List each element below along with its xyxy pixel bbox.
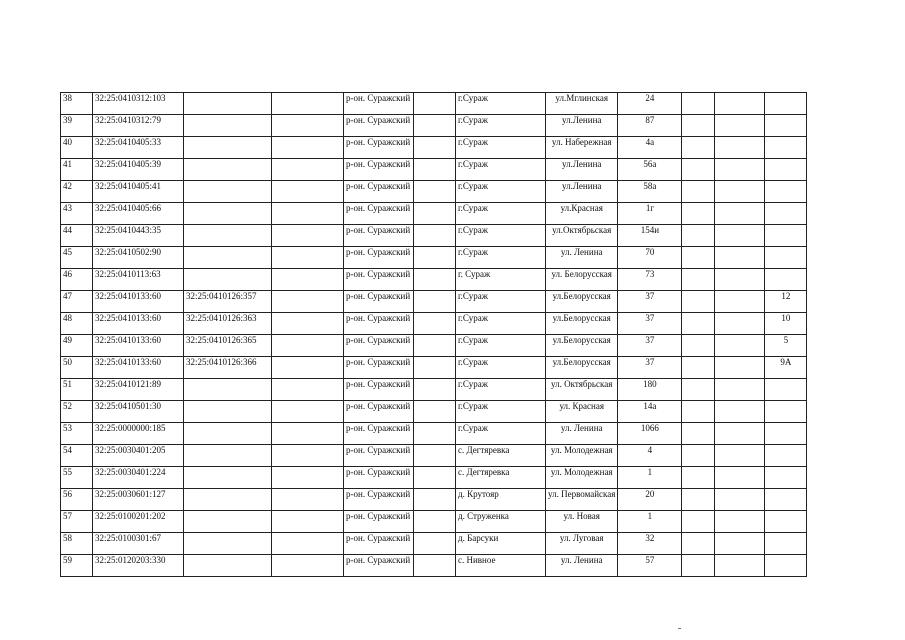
row-number: 57: [61, 511, 93, 533]
empty-cell: [682, 489, 715, 511]
cadastral-number: 32:25:0030401:205: [93, 445, 184, 467]
house-number: 58а: [618, 181, 682, 203]
empty-cell: [682, 247, 715, 269]
empty-cell: [682, 115, 715, 137]
table-row: [61, 555, 807, 577]
street-cell: ул. Луговая: [546, 533, 618, 555]
empty-cell: [682, 555, 715, 577]
empty-cell: [414, 203, 456, 225]
empty-cell: [272, 291, 344, 313]
cadastral-number: 32:25:0410443:35: [93, 225, 184, 247]
sub-cadastral-number: 32:25:0410126:366: [184, 357, 272, 379]
empty-cell: [414, 379, 456, 401]
sub-cadastral-number: 32:25:0410126:363: [184, 313, 272, 335]
row-number: 58: [61, 533, 93, 555]
district-cell: р-он. Суражский: [344, 93, 414, 115]
cadastral-number: 32:25:0410312:103: [93, 93, 184, 115]
locality-cell: г.Сураж: [456, 313, 546, 335]
cadastral-number: 32:25:0410133:60: [93, 313, 184, 335]
district-cell: р-он. Суражский: [344, 291, 414, 313]
empty-cell: [414, 335, 456, 357]
table-row: [61, 533, 807, 555]
street-cell: ул. Молодежная: [546, 445, 618, 467]
apartment-number: [765, 533, 807, 555]
cadastral-number: 32:25:0100301:67: [93, 533, 184, 555]
empty-cell: [414, 93, 456, 115]
locality-cell: г.Сураж: [456, 247, 546, 269]
house-number: 37: [618, 291, 682, 313]
table-row: [61, 159, 807, 181]
sub-cadastral-number: [184, 203, 272, 225]
house-number: 32: [618, 533, 682, 555]
sub-cadastral-number: [184, 445, 272, 467]
empty-cell: [272, 115, 344, 137]
apartment-number: [765, 159, 807, 181]
empty-cell: [272, 489, 344, 511]
locality-cell: г.Сураж: [456, 423, 546, 445]
cadastral-number: 32:25:0410405:39: [93, 159, 184, 181]
house-number: 87: [618, 115, 682, 137]
table-row: [61, 137, 807, 159]
empty-cell: [414, 445, 456, 467]
locality-cell: г.Сураж: [456, 137, 546, 159]
empty-cell: [682, 269, 715, 291]
empty-cell: [682, 445, 715, 467]
empty-cell: [272, 269, 344, 291]
street-cell: ул. Октябрьская: [546, 379, 618, 401]
empty-cell: [715, 401, 765, 423]
empty-cell: [715, 423, 765, 445]
empty-cell: [715, 489, 765, 511]
empty-cell: [715, 247, 765, 269]
row-number: 54: [61, 445, 93, 467]
district-cell: р-он. Суражский: [344, 401, 414, 423]
empty-cell: [715, 445, 765, 467]
apartment-number: 9А: [765, 357, 807, 379]
row-number: 45: [61, 247, 93, 269]
district-cell: р-он. Суражский: [344, 445, 414, 467]
district-cell: р-он. Суражский: [344, 379, 414, 401]
apartment-number: 10: [765, 313, 807, 335]
empty-cell: [715, 269, 765, 291]
empty-cell: [272, 247, 344, 269]
row-number: 39: [61, 115, 93, 137]
house-number: 37: [618, 313, 682, 335]
apartment-number: [765, 511, 807, 533]
empty-cell: [715, 181, 765, 203]
row-number: 49: [61, 335, 93, 357]
empty-cell: [682, 291, 715, 313]
house-number: 73: [618, 269, 682, 291]
apartment-number: [765, 269, 807, 291]
apartment-number: [765, 401, 807, 423]
locality-cell: г.Сураж: [456, 291, 546, 313]
apartment-number: [765, 247, 807, 269]
table-row: [61, 203, 807, 225]
empty-cell: [272, 357, 344, 379]
empty-cell: [414, 137, 456, 159]
sub-cadastral-number: [184, 181, 272, 203]
sub-cadastral-number: [184, 401, 272, 423]
cadastral-number: 32:25:0410133:60: [93, 335, 184, 357]
empty-cell: [414, 181, 456, 203]
locality-cell: г.Сураж: [456, 93, 546, 115]
district-cell: р-он. Суражский: [344, 203, 414, 225]
empty-cell: [414, 555, 456, 577]
row-number: 55: [61, 467, 93, 489]
locality-cell: с. Дегтяревка: [456, 445, 546, 467]
cadastral-number: 32:25:0410501:30: [93, 401, 184, 423]
street-cell: ул.Белорусская: [546, 335, 618, 357]
district-cell: р-он. Суражский: [344, 423, 414, 445]
district-cell: р-он. Суражский: [344, 115, 414, 137]
empty-cell: [682, 93, 715, 115]
sub-cadastral-number: [184, 247, 272, 269]
empty-cell: [715, 137, 765, 159]
row-number: 48: [61, 313, 93, 335]
empty-cell: [272, 335, 344, 357]
sub-cadastral-number: [184, 467, 272, 489]
empty-cell: [272, 467, 344, 489]
apartment-number: [765, 555, 807, 577]
table-row: [61, 357, 807, 379]
district-cell: р-он. Суражский: [344, 555, 414, 577]
district-cell: р-он. Суражский: [344, 489, 414, 511]
empty-cell: [715, 379, 765, 401]
street-cell: ул.Белорусская: [546, 313, 618, 335]
sub-cadastral-number: [184, 93, 272, 115]
empty-cell: [682, 335, 715, 357]
locality-cell: г.Сураж: [456, 225, 546, 247]
empty-cell: [414, 159, 456, 181]
house-number: 24: [618, 93, 682, 115]
locality-cell: г.Сураж: [456, 357, 546, 379]
district-cell: р-он. Суражский: [344, 247, 414, 269]
row-number: 46: [61, 269, 93, 291]
house-number: 1066: [618, 423, 682, 445]
cadastral-number: 32:25:0410405:41: [93, 181, 184, 203]
street-cell: ул.Белорусская: [546, 291, 618, 313]
cadastral-number: 32:25:0410113:63: [93, 269, 184, 291]
empty-cell: [272, 93, 344, 115]
street-cell: ул. Первомайская: [546, 489, 618, 511]
house-number: 1: [618, 467, 682, 489]
street-cell: ул. Красная: [546, 401, 618, 423]
locality-cell: с. Нивное: [456, 555, 546, 577]
table-row: [61, 247, 807, 269]
house-number: 57: [618, 555, 682, 577]
empty-cell: [272, 225, 344, 247]
sub-cadastral-number: [184, 115, 272, 137]
row-number: 51: [61, 379, 93, 401]
empty-cell: [414, 401, 456, 423]
empty-cell: [715, 291, 765, 313]
house-number: 56а: [618, 159, 682, 181]
sub-cadastral-number: [184, 137, 272, 159]
empty-cell: [272, 203, 344, 225]
empty-cell: [414, 225, 456, 247]
sub-cadastral-number: [184, 511, 272, 533]
row-number: 44: [61, 225, 93, 247]
empty-cell: [272, 555, 344, 577]
locality-cell: д. Струженка: [456, 511, 546, 533]
empty-cell: [272, 511, 344, 533]
empty-cell: [682, 225, 715, 247]
cadastral-number: 32:25:0410405:33: [93, 137, 184, 159]
locality-cell: г.Сураж: [456, 159, 546, 181]
empty-cell: [414, 313, 456, 335]
empty-cell: [682, 467, 715, 489]
street-cell: ул. Новая: [546, 511, 618, 533]
district-cell: р-он. Суражский: [344, 181, 414, 203]
table-row: [61, 115, 807, 137]
sub-cadastral-number: [184, 159, 272, 181]
street-cell: ул. Ленина: [546, 247, 618, 269]
table-row: [61, 181, 807, 203]
locality-cell: г.Сураж: [456, 379, 546, 401]
house-number: 20: [618, 489, 682, 511]
empty-cell: [682, 313, 715, 335]
row-number: 40: [61, 137, 93, 159]
row-number: 52: [61, 401, 93, 423]
empty-cell: [715, 511, 765, 533]
table-row: [61, 423, 807, 445]
district-cell: р-он. Суражский: [344, 533, 414, 555]
street-cell: ул.Ленина: [546, 181, 618, 203]
empty-cell: [272, 533, 344, 555]
district-cell: р-он. Суражский: [344, 225, 414, 247]
cadastral-number: 32:25:0410133:60: [93, 357, 184, 379]
empty-cell: [682, 511, 715, 533]
row-number: 59: [61, 555, 93, 577]
locality-cell: г.Сураж: [456, 401, 546, 423]
empty-cell: [414, 489, 456, 511]
empty-cell: [682, 137, 715, 159]
cadastral-number: 32:25:0410133:60: [93, 291, 184, 313]
district-cell: р-он. Суражский: [344, 357, 414, 379]
locality-cell: с. Дегтяревка: [456, 467, 546, 489]
locality-cell: г. Сураж: [456, 269, 546, 291]
empty-cell: [272, 137, 344, 159]
row-number: 53: [61, 423, 93, 445]
empty-cell: [414, 291, 456, 313]
street-cell: ул.Белорусская: [546, 357, 618, 379]
cadastral-number: 32:25:0120203:330: [93, 555, 184, 577]
row-number: 43: [61, 203, 93, 225]
sub-cadastral-number: [184, 533, 272, 555]
table-body: [61, 93, 807, 577]
apartment-number: [765, 225, 807, 247]
empty-cell: [715, 159, 765, 181]
sub-cadastral-number: [184, 489, 272, 511]
table-row: [61, 335, 807, 357]
sub-cadastral-number: [184, 225, 272, 247]
empty-cell: [715, 357, 765, 379]
sub-cadastral-number: 32:25:0410126:357: [184, 291, 272, 313]
table-row: [61, 467, 807, 489]
house-number: 1: [618, 511, 682, 533]
street-cell: ул.Красная: [546, 203, 618, 225]
district-cell: р-он. Суражский: [344, 467, 414, 489]
empty-cell: [715, 225, 765, 247]
empty-cell: [272, 423, 344, 445]
empty-cell: [414, 269, 456, 291]
cadastral-number: 32:25:0410121:89: [93, 379, 184, 401]
property-register-table: [60, 92, 807, 577]
empty-cell: [682, 423, 715, 445]
empty-cell: [414, 467, 456, 489]
table-row: [61, 269, 807, 291]
apartment-number: 12: [765, 291, 807, 313]
row-number: 42: [61, 181, 93, 203]
cadastral-number: 32:25:0030601:127: [93, 489, 184, 511]
empty-cell: [715, 203, 765, 225]
street-cell: ул. Белорусская: [546, 269, 618, 291]
street-cell: ул.Ленина: [546, 159, 618, 181]
empty-cell: [715, 93, 765, 115]
table-row: [61, 489, 807, 511]
locality-cell: г.Сураж: [456, 181, 546, 203]
cadastral-number: 32:25:0410312:79: [93, 115, 184, 137]
row-number: 41: [61, 159, 93, 181]
house-number: 14а: [618, 401, 682, 423]
locality-cell: г.Сураж: [456, 335, 546, 357]
district-cell: р-он. Суражский: [344, 137, 414, 159]
empty-cell: [414, 115, 456, 137]
sub-cadastral-number: 32:25:0410126:365: [184, 335, 272, 357]
house-number: 70: [618, 247, 682, 269]
empty-cell: [272, 445, 344, 467]
locality-cell: г.Сураж: [456, 203, 546, 225]
empty-cell: [682, 203, 715, 225]
empty-cell: [715, 335, 765, 357]
table-row: [61, 313, 807, 335]
empty-cell: [272, 379, 344, 401]
row-number: 47: [61, 291, 93, 313]
empty-cell: [414, 511, 456, 533]
district-cell: р-он. Суражский: [344, 335, 414, 357]
house-number: 154и: [618, 225, 682, 247]
apartment-number: [765, 181, 807, 203]
table-row: [61, 93, 807, 115]
sub-cadastral-number: [184, 269, 272, 291]
empty-cell: [414, 423, 456, 445]
district-cell: р-он. Суражский: [344, 269, 414, 291]
sub-cadastral-number: [184, 555, 272, 577]
house-number: 1г: [618, 203, 682, 225]
empty-cell: [272, 401, 344, 423]
empty-cell: [715, 555, 765, 577]
apartment-number: [765, 467, 807, 489]
empty-cell: [682, 357, 715, 379]
street-cell: ул. Молодежная: [546, 467, 618, 489]
row-number: 38: [61, 93, 93, 115]
apartment-number: [765, 203, 807, 225]
street-cell: ул.Мглинская: [546, 93, 618, 115]
empty-cell: [682, 379, 715, 401]
empty-cell: [715, 313, 765, 335]
empty-cell: [272, 159, 344, 181]
empty-cell: [682, 159, 715, 181]
table-row: [61, 291, 807, 313]
table-row: [61, 401, 807, 423]
apartment-number: [765, 489, 807, 511]
house-number: 4а: [618, 137, 682, 159]
cadastral-number: 32:25:0410405:66: [93, 203, 184, 225]
apartment-number: [765, 423, 807, 445]
scan-mark: [678, 628, 681, 629]
table-row: [61, 511, 807, 533]
street-cell: ул.Ленина: [546, 115, 618, 137]
locality-cell: д. Крутояр: [456, 489, 546, 511]
table-row: [61, 379, 807, 401]
apartment-number: [765, 445, 807, 467]
apartment-number: 5: [765, 335, 807, 357]
house-number: 37: [618, 335, 682, 357]
street-cell: ул. Набережная: [546, 137, 618, 159]
empty-cell: [682, 181, 715, 203]
locality-cell: д. Барсуки: [456, 533, 546, 555]
empty-cell: [715, 533, 765, 555]
empty-cell: [272, 181, 344, 203]
empty-cell: [715, 467, 765, 489]
cadastral-number: 32:25:0030401:224: [93, 467, 184, 489]
apartment-number: [765, 93, 807, 115]
cadastral-number: 32:25:0000000:185: [93, 423, 184, 445]
table-row: [61, 445, 807, 467]
house-number: 37: [618, 357, 682, 379]
apartment-number: [765, 115, 807, 137]
empty-cell: [682, 401, 715, 423]
empty-cell: [414, 357, 456, 379]
table-row: [61, 225, 807, 247]
row-number: 56: [61, 489, 93, 511]
empty-cell: [272, 313, 344, 335]
sub-cadastral-number: [184, 379, 272, 401]
street-cell: ул. Ленина: [546, 555, 618, 577]
row-number: 50: [61, 357, 93, 379]
house-number: 180: [618, 379, 682, 401]
street-cell: ул. Ленина: [546, 423, 618, 445]
house-number: 4: [618, 445, 682, 467]
empty-cell: [414, 247, 456, 269]
sub-cadastral-number: [184, 423, 272, 445]
apartment-number: [765, 379, 807, 401]
empty-cell: [682, 533, 715, 555]
district-cell: р-он. Суражский: [344, 159, 414, 181]
street-cell: ул.Октябрьская: [546, 225, 618, 247]
empty-cell: [414, 533, 456, 555]
district-cell: р-он. Суражский: [344, 313, 414, 335]
empty-cell: [715, 115, 765, 137]
cadastral-number: 32:25:0410502:90: [93, 247, 184, 269]
locality-cell: г.Сураж: [456, 115, 546, 137]
cadastral-number: 32:25:0100201:202: [93, 511, 184, 533]
district-cell: р-он. Суражский: [344, 511, 414, 533]
apartment-number: [765, 137, 807, 159]
